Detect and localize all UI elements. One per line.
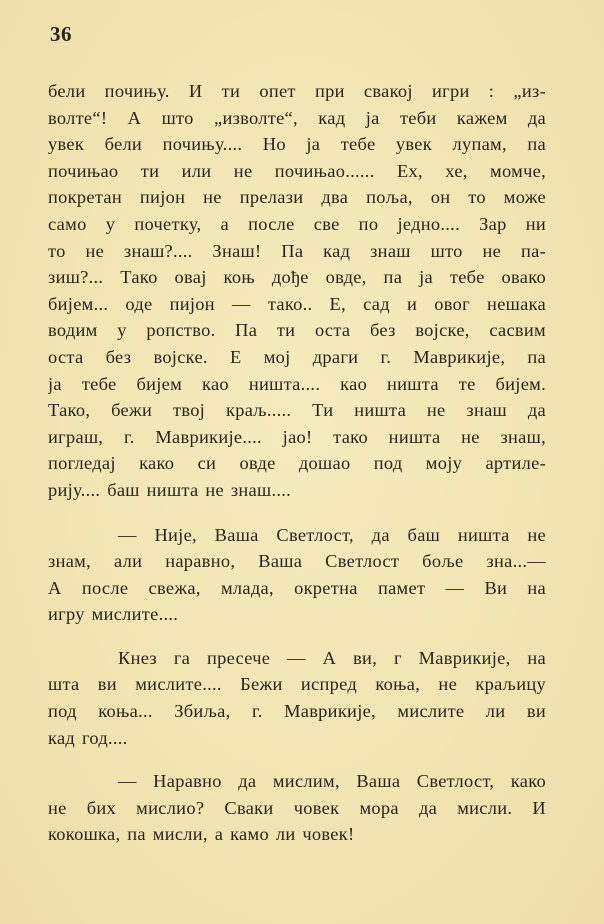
text-line: — Наравно да мислим, Ваша Светлост, како — [118, 771, 546, 792]
paragraph-3 — [48, 645, 546, 751]
text-line: само у почетку, а после све по једно.... Зар ни — [48, 213, 546, 234]
page-number: 36 — [50, 22, 72, 46]
text-line: бијем... оде пијон — тако.. Е, сад и овог нешака — [48, 293, 546, 314]
text-line: покретан пијон не прелази два поља, он то може — [48, 187, 546, 208]
text-line: шта ви мислите.... Бежи испред коња, не краљицу — [48, 674, 546, 695]
text-line: Тако, бежи твој краљ..... Ти ништа не знаш да — [48, 400, 546, 421]
text-line: знам, али наравно, Ваша Светлост боље зна...— — [48, 551, 546, 572]
text-line: зиш?... Тако овај коњ дође овде, па ја тебе овако — [48, 267, 546, 288]
text-line: рију.... баш ништа не знаш.... — [48, 479, 292, 500]
text-line: увек бели почињу.... Но ја тебе увек лупам, па — [48, 134, 546, 155]
text-line: ја тебе бијем као ништа.... као ништа те бијем. — [48, 373, 546, 394]
text-line: — Није, Ваша Светлост, да баш ништа не — [118, 524, 546, 545]
text-line: игру мислите.... — [48, 604, 179, 625]
text-line: кад год.... — [48, 727, 128, 748]
text-line: бели почињу. И ти опет при свакој игри : „из- — [48, 81, 546, 101]
paragraph-2 — [48, 522, 546, 628]
text-line: Кнез га пресече — А ви, г Маврикије, на — [118, 647, 546, 668]
text-line: водим у ропство. Па ти оста без војске, сасвим — [48, 320, 546, 341]
text-line: А после свежа, млада, окретна памет — Ви на — [48, 577, 546, 598]
text-line: кокошка, па мисли, а камо ли човек! — [48, 824, 355, 845]
text-line: волте“! А што „изволте“, кад ја теби кажем да — [48, 107, 546, 128]
text-line: то не знаш?.... Знаш! Па кад знаш што не па- — [48, 240, 546, 261]
text-line: погледај како си овде дошао под моју артиле- — [48, 453, 546, 474]
paragraph-1 — [48, 78, 546, 504]
paragraph-4 — [48, 768, 546, 848]
text-line: почињао ти или не почињао...... Ех, хе, момче, — [48, 160, 546, 181]
body-text — [48, 78, 546, 848]
text-line: под коња... Збиља, г. Маврикије, мислите ли ви — [48, 701, 546, 722]
text-line: оста без војске. Е мој драги г. Маврикије, па — [48, 346, 546, 367]
text-line: не бих мислио? Сваки човек мора да мисли. И — [48, 797, 546, 818]
text-line: играш, г. Маврикије.... јао! тако ништа не знаш, — [48, 426, 546, 447]
